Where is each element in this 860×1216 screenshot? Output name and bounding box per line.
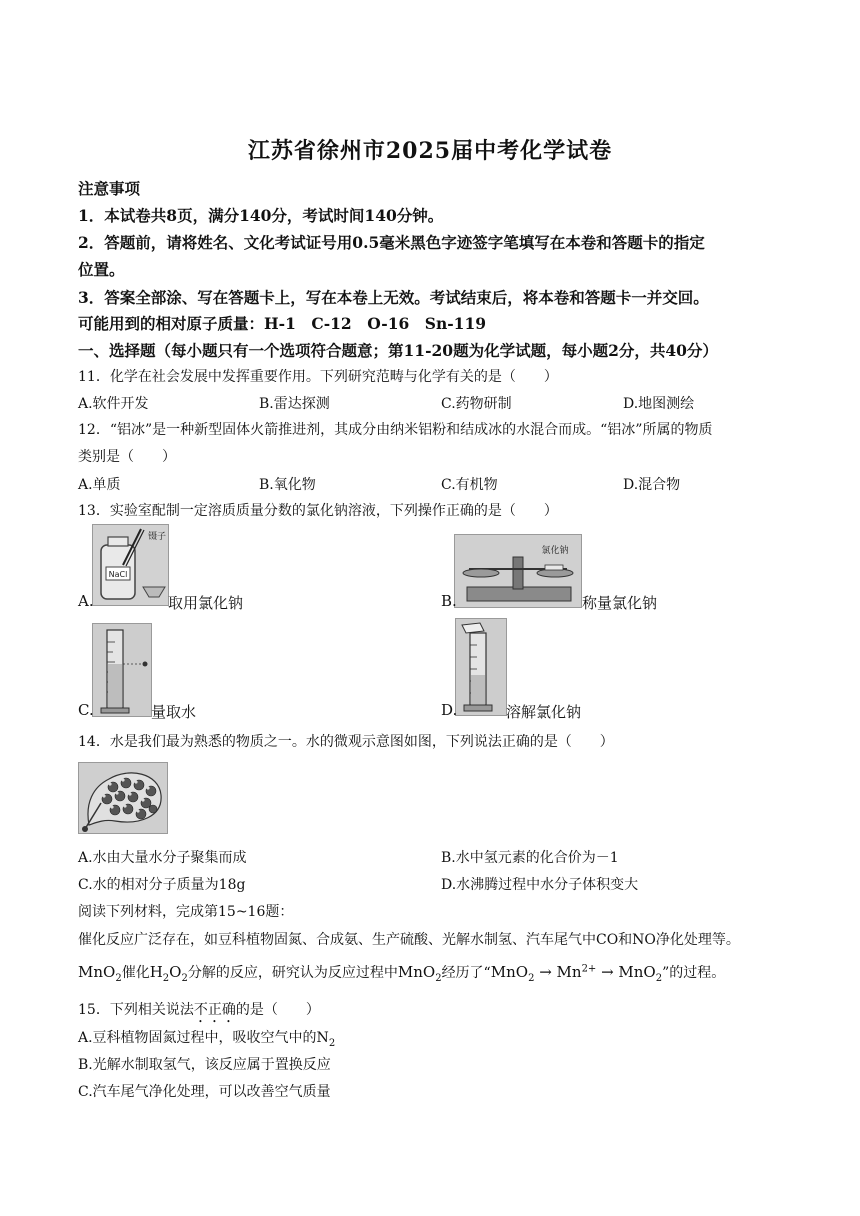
- q14-option-b: B.水中氢元素的化合价为－1: [441, 850, 619, 866]
- subscript: 2: [655, 972, 663, 984]
- q12-stem-2: 类别是（ ）: [78, 449, 176, 465]
- q11-option-a: A.软件开发: [78, 396, 149, 412]
- q14-water-molecule-image: [78, 762, 168, 834]
- q13-image-a: [92, 524, 169, 606]
- q14-option-c: C.水的相对分子质量为18g: [78, 877, 246, 893]
- section-heading: 一、选择题（每小题只有一个选项符合题意；第11-20题为化学试题，每小题2分，共40分）: [78, 341, 718, 360]
- formula-mno2: MnO: [490, 963, 529, 981]
- arrow-mn: → Mn: [534, 963, 582, 981]
- q15-emphasis: 不正确: [193, 1002, 236, 1018]
- sodium-chloride-label: 氯化钠: [541, 546, 569, 556]
- q13-option-c-letter: C.: [78, 701, 94, 719]
- formula-mno2: MnO: [397, 963, 436, 981]
- subscript: 2: [115, 972, 122, 984]
- q12-option-c: C.有机物: [441, 477, 498, 493]
- text-fragment: ”的过程。: [662, 965, 726, 981]
- q15-stem-start: 15．下列相关说法: [78, 1002, 194, 1018]
- subscript: 2: [181, 972, 188, 984]
- q14-option-d: D.水沸腾过程中水分子体积变大: [441, 877, 639, 893]
- reading-paragraph-1: 催化反应广泛存在，如豆科植物固氮、合成氨、生产硫酸、光解水制氢、汽车尾气中CO和NO净化处理等。: [78, 932, 740, 948]
- tweezers-label: 镊子: [148, 532, 167, 542]
- notice-item-3: 3．答案全部涂、写在答题卡上，写在本卷上无效。考试结束后，将本卷和答题卡一并交回。: [78, 288, 709, 307]
- q13-stem: 13．实验室配制一定溶质质量分数的氯化钠溶液，下列操作正确的是（ ）: [78, 503, 558, 519]
- q13-image-b: [454, 534, 582, 608]
- subscript: 2: [528, 972, 535, 984]
- q14-option-a: A.水由大量水分子聚集而成: [78, 850, 247, 866]
- q12-option-a: A.单质: [78, 477, 121, 493]
- q15-option-c: C.汽车尾气净化处理，可以改善空气质量: [78, 1084, 331, 1100]
- superscript: 2+: [581, 963, 597, 975]
- text-fragment: 经历了“: [441, 965, 491, 981]
- q13-option-c-text: 量取水: [151, 703, 197, 721]
- q13-option-b-letter: B.: [441, 592, 457, 610]
- q12-stem-1: 12．“铝冰”是一种新型固体火箭推进剂，其成分由纳米铝粉和结成冰的水混合而成。“铝冰”所属的物质: [78, 422, 713, 438]
- q12-option-b: B.氧化物: [259, 477, 316, 493]
- q13-option-a-letter: A.: [78, 592, 94, 610]
- text-fragment: 催化: [121, 965, 150, 981]
- formula-h2o2: H: [149, 963, 163, 981]
- q11-stem: 11．化学在社会发展中发挥重要作用。下列研究范畴与化学有关的是（ ）: [78, 369, 558, 385]
- page-title: 江苏省徐州市2025届中考化学试卷: [247, 138, 613, 164]
- notice-heading: 注意事项: [78, 179, 141, 198]
- q15-stem-end: 的是（ ）: [235, 1002, 320, 1018]
- q12-option-d: D.混合物: [623, 477, 681, 493]
- q13-option-d-text: 溶解氯化钠: [506, 703, 582, 721]
- q15-option-a-text: A.豆科植物固氮过程中，吸收空气中的N: [78, 1030, 329, 1046]
- text-fragment: 分解的反应，研究认为反应过程中: [187, 965, 398, 981]
- notice-item-2-cont: 位置。: [78, 260, 125, 279]
- nacl-label: NaCl: [108, 570, 128, 579]
- reading-paragraph-2: [78, 962, 725, 984]
- arrow-mno2: → MnO: [596, 963, 656, 981]
- q13-image-c: [92, 623, 152, 717]
- q15-stem: [78, 999, 320, 1026]
- q11-option-d: D.地图测绘: [623, 396, 695, 412]
- subscript: 2: [162, 972, 170, 984]
- reading-intro: 阅读下列材料，完成第15~16题：: [78, 904, 294, 920]
- q11-option-b: B.雷达探测: [259, 396, 330, 412]
- formula-mno2: MnO: [78, 963, 116, 981]
- text-fragment: O: [169, 963, 182, 981]
- q14-stem: 14．水是我们最为熟悉的物质之一。水的微观示意图如图，下列说法正确的是（ ）: [78, 734, 614, 750]
- atomic-masses: 可能用到的相对原子质量：H-1 C-12 O-16 Sn-119: [78, 314, 487, 333]
- notice-item-1: 1．本试卷共8页，满分140分，考试时间140分钟。: [78, 206, 444, 225]
- subscript: 2: [328, 1037, 336, 1049]
- q15-option-b: B.光解水制取氢气，该反应属于置换反应: [78, 1057, 331, 1073]
- q13-option-d-letter: D.: [441, 701, 458, 719]
- q13-image-d: [455, 618, 507, 716]
- q13-option-b-text: 称量氯化钠: [582, 594, 658, 612]
- subscript: 2: [435, 972, 442, 984]
- q15-option-a: [78, 1027, 335, 1049]
- notice-item-2: 2．答题前，请将姓名、文化考试证号用0.5毫米黑色字迹签字笔填写在本卷和答题卡的指定: [78, 233, 705, 252]
- q13-option-a-text: 取用氯化钠: [168, 594, 244, 612]
- q11-option-c: C.药物研制: [441, 396, 512, 412]
